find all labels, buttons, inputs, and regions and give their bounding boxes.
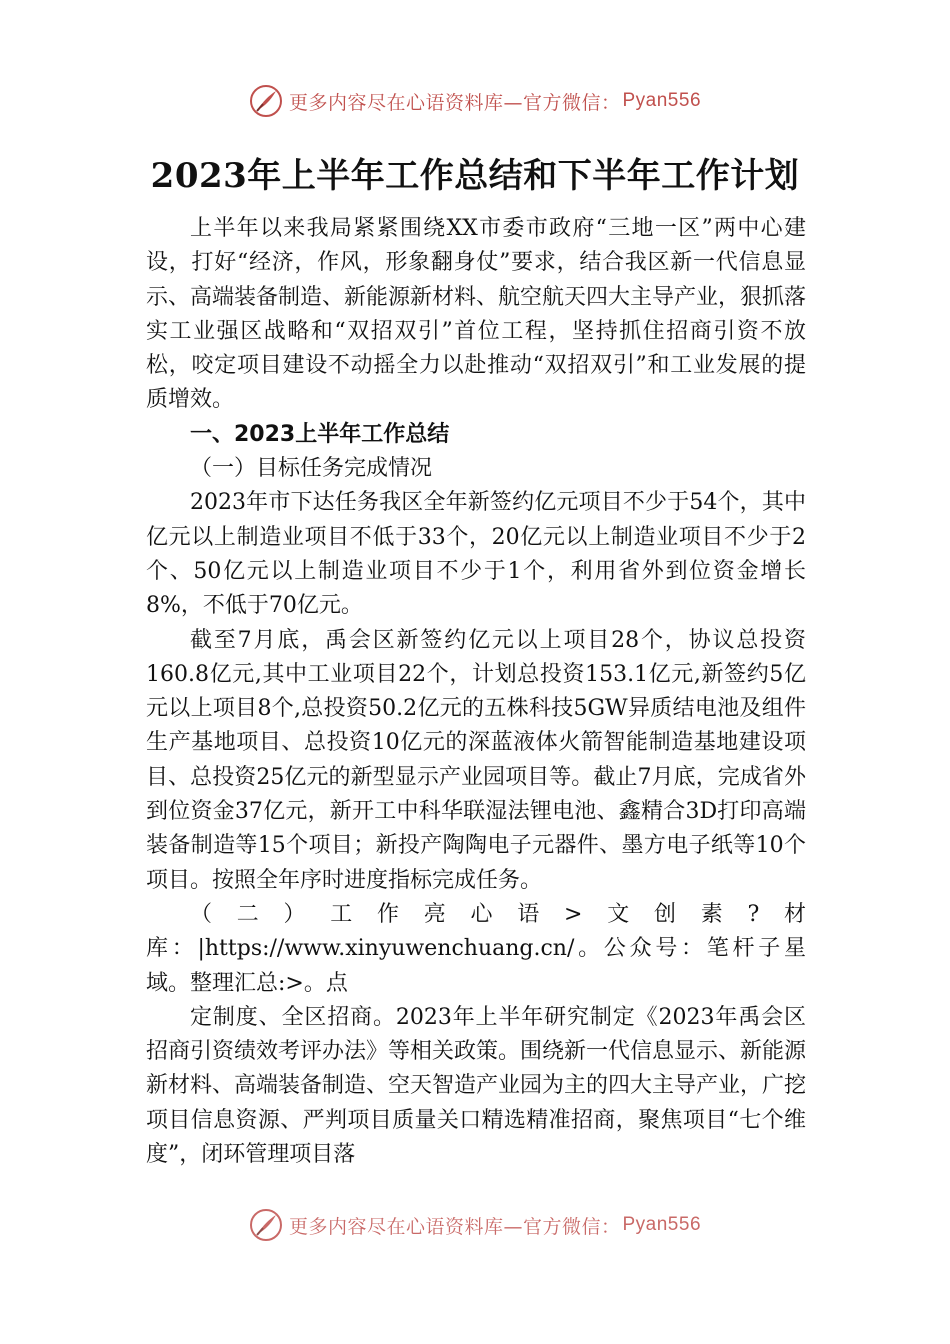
document-body bbox=[146, 212, 806, 1172]
watermark-wechat-id: Pyan556 bbox=[622, 1214, 702, 1235]
watermark-footer bbox=[0, 1208, 950, 1242]
watermark-text: 更多内容尽在心语资料库—官方微信： bbox=[288, 91, 621, 114]
quill-logo-icon bbox=[249, 84, 283, 118]
watermark-text: 更多内容尽在心语资料库—官方微信： bbox=[288, 1215, 621, 1238]
intro-paragraph: 上半年以来我局紧紧围绕XX市委市政府“三地一区”两中心建设，打好“经济，作风，形象翻身仗”要求，结合我区新一代信息显示、高端装备制造、新能源新材料、航空航天四大主导产业，狠抓落实工业强区战略和“双招双引”首位工程，坚持抓住招商引资不放松，咬定项目建设不动摇全力以赴推动“双招双引”和工业发展的提质增效。 bbox=[146, 216, 807, 413]
subsection-heading-1: （一）目标任务完成情况 bbox=[190, 456, 433, 482]
quill-logo-icon bbox=[249, 1208, 283, 1242]
section-heading-1: 一、2023上半年工作总结 bbox=[190, 421, 450, 447]
policy-paragraph: 定制度、全区招商。2023年上半年研究制定《2023年禹会区招商引资绩效考评办法》等相关政策。围绕新一代信息显示、新能源新材料、高端装备制造、空天智造产业园为主的四大主导产业，广挖项目信息资源、严判项目质量关口精选精准招商，聚焦项目“七个维度”，闭环管理项目落 bbox=[146, 1004, 807, 1168]
progress-paragraph: 截至7月底，禹会区新签约亿元以上项目28个，协议总投资160.8亿元,其中工业项目22个，计划总投资153.1亿元,新签约5亿元以上项目8个,总投资50.2亿元的五株科技5GW异质结电池及组件生产基地项目、总投资10亿元的深蓝液体火箭智能制造基地建设项目、总投资25亿元的新型显示产业园项目等。截止7月底，完成省外到位资金37亿元，新开工中科华联湿法锂电池、鑫精合3D打印高端装备制造等15个项目；新投产陶陶电子元器件、墨方电子纸等10个项目。按照全年序时进度指标完成任务。 bbox=[146, 627, 806, 893]
watermark-wechat-id: Pyan556 bbox=[622, 90, 702, 111]
subsection-heading-2: （二）工作亮心语>文创素?材库：|https://www.xinyuwenchuang.cn/。公众号：笔杆子星域。整理汇总:>。点 bbox=[146, 901, 806, 996]
targets-paragraph: 2023年市下达任务我区全年新签约亿元项目不少于54个，其中亿元以上制造业项目不低于33个，20亿元以上制造业项目不少于2个、50亿元以上制造业项目不少于1个，利用省外到位资金增长8%，不低于70亿元。 bbox=[146, 490, 806, 619]
watermark-header bbox=[0, 84, 950, 118]
document-title: 2023年上半年工作总结和下半年工作计划 bbox=[150, 156, 800, 196]
